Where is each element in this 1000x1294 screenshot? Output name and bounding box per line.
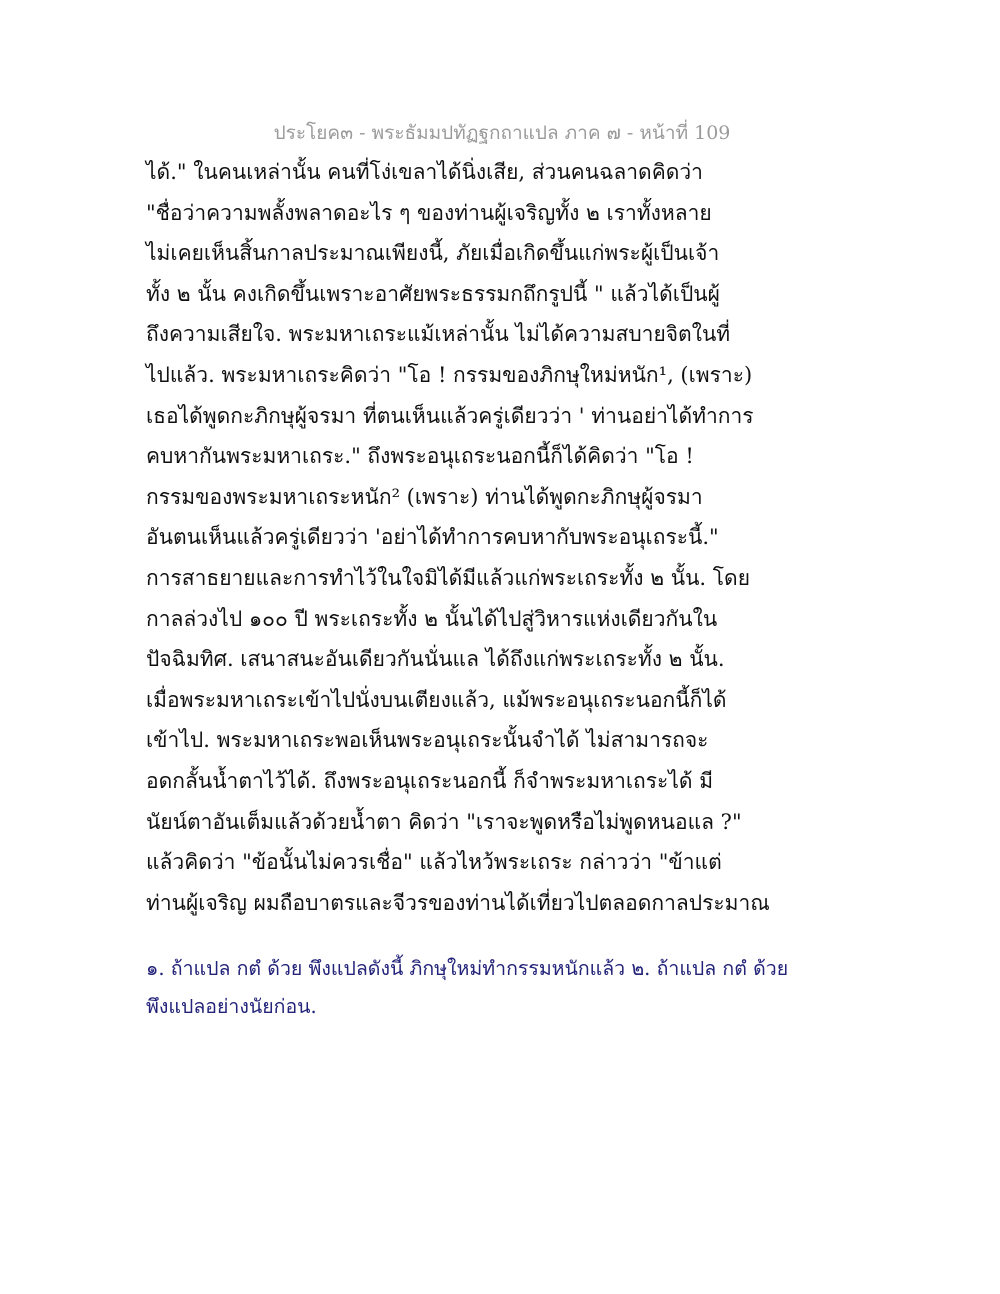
body-line: กรรมของพระมหาเถระหนัก² (เพราะ) ท่านได้พูดกะภิกษุผู้จรมา bbox=[146, 484, 703, 509]
body-line: ท่านผู้เจริญ ผมถือบาตรและจีวรของท่านได้เที่ยวไปตลอดกาลประมาณ bbox=[146, 890, 770, 915]
footnotes bbox=[146, 950, 789, 1026]
body-text bbox=[146, 152, 770, 923]
footnote-line: พึงแปลอย่างนัยก่อน. bbox=[146, 995, 317, 1018]
body-line: นัยน์ตาอันเต็มแล้วด้วยน้ำตา คิดว่า "เราจะพูดหรือไม่พูดหนอแล ?" bbox=[146, 809, 742, 834]
body-line: ได้." ในคนเหล่านั้น คนที่โง่เขลาได้นิ่งเสีย, ส่วนคนฉลาดคิดว่า bbox=[146, 160, 703, 184]
body-line: อดกลั้นน้ำตาไว้ได้. ถึงพระอนุเถระนอกนี้ ก็จำพระมหาเถระได้ มี bbox=[146, 768, 714, 793]
body-line: อันตนเห็นแล้วครู่เดียวว่า 'อย่าได้ทำการคบหากับพระอนุเถระนี้." bbox=[146, 525, 719, 550]
body-line: แล้วคิดว่า "ข้อนั้นไม่ควรเชื่อ" แล้วไหว้พระเถระ กล่าวว่า "ข้าแต่ bbox=[146, 850, 722, 875]
page-header: ประโยค๓ - พระธัมมปทัฏฐกถาแปล ภาค ๗ - หน้าที่ 109 bbox=[273, 122, 731, 144]
body-line: กาลล่วงไป ๑๐๐ ปี พระเถระทั้ง ๒ นั้นได้ไปสู่วิหารแห่งเดียวกันใน bbox=[146, 606, 718, 631]
body-line: "ชื่อว่าความพลั้งพลาดอะไร ๆ ของท่านผู้เจริญทั้ง ๒ เราทั้งหลาย bbox=[146, 200, 712, 225]
body-line: เข้าไป. พระมหาเถระพอเห็นพระอนุเถระนั้นจำได้ ไม่สามารถจะ bbox=[146, 728, 709, 753]
body-line: เมื่อพระมหาเถระเข้าไปนั่งบนเตียงแล้ว, แม้พระอนุเถระนอกนี้ก็ได้ bbox=[146, 687, 727, 712]
body-line: ไปแล้ว. พระมหาเถระคิดว่า "โอ ! กรรมของภิกษุใหม่หนัก¹, (เพราะ) bbox=[146, 362, 753, 387]
body-line: ทั้ง ๒ นั้น คงเกิดขึ้นเพราะอาศัยพระธรรมกถึกรูปนี้ " แล้วได้เป็นผู้ bbox=[146, 281, 720, 306]
body-line: คบหากันพระมหาเถระ." ถึงพระอนุเถระนอกนี้ก็ได้คิดว่า "โอ ! bbox=[146, 444, 694, 469]
body-line: การสาธยายและการทำไว้ในใจมิได้มีแล้วแก่พระเถระทั้ง ๒ นั้น. โดย bbox=[146, 565, 750, 590]
body-line: ไม่เคยเห็นสิ้นกาลประมาณเพียงนี้, ภัยเมื่อเกิดขึ้นแก่พระผู้เป็นเจ้า bbox=[146, 241, 720, 266]
body-line: ถึงความเสียใจ. พระมหาเถระแม้เหล่านั้น ไม่ได้ความสบายจิตในที่ bbox=[146, 322, 731, 347]
body-line: ปัจฉิมทิศ. เสนาสนะอันเดียวกันนั่นแล ได้ถึงแก่พระเถระทั้ง ๒ นั้น. bbox=[146, 647, 725, 672]
body-line: เธอได้พูดกะภิกษุผู้จรมา ที่ตนเห็นแล้วครู่เดียวว่า ' ท่านอย่าได้ทำการ bbox=[146, 403, 754, 428]
footnote-line: ๑. ถ้าแปล กตํ ด้วย พึงแปลดังนี้ ภิกษุใหม่ทำกรรมหนักแล้ว ๒. ถ้าแปล กตํ ด้วย bbox=[146, 957, 789, 980]
